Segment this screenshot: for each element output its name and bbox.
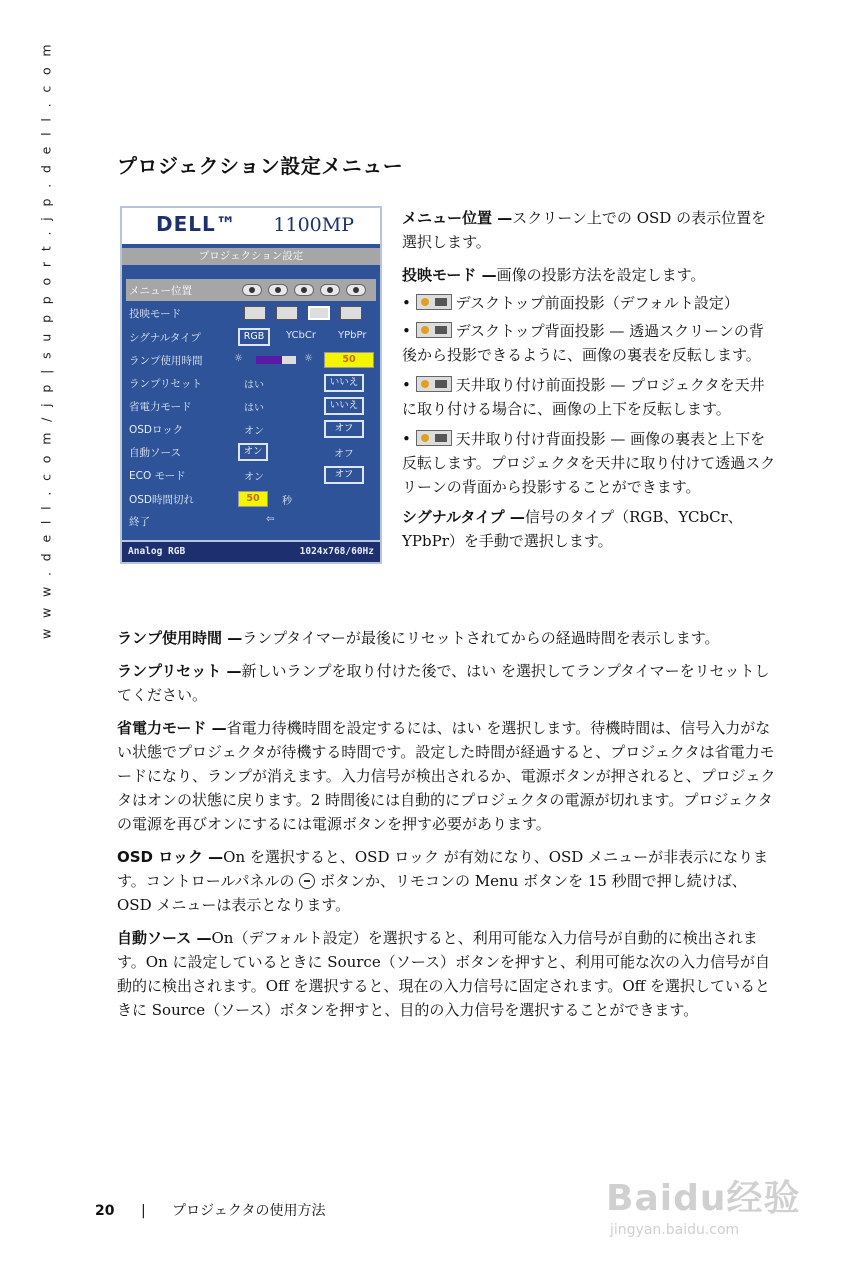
osd-label: ランプ使用時間 xyxy=(129,355,203,367)
ceiling-front-icon xyxy=(416,376,452,392)
osd-label: ECO モード xyxy=(129,470,186,482)
signal-ycbcr[interactable]: YCbCr xyxy=(286,330,316,341)
osd-row-power-save[interactable] xyxy=(126,395,376,417)
option-off[interactable]: オフ xyxy=(334,449,354,460)
term: 投映モード — xyxy=(402,266,497,284)
page-number: 20 xyxy=(95,1203,115,1219)
position-option-icon[interactable] xyxy=(346,284,366,296)
watermark xyxy=(606,1170,806,1250)
auto-source-desc xyxy=(117,926,777,1022)
term: ランプリセット — xyxy=(117,662,242,680)
body-text xyxy=(117,626,777,1031)
osd-row-signal-type[interactable] xyxy=(126,326,376,348)
osd-label: 省電力モード xyxy=(129,401,192,413)
bullet-rear: • デスクトップ背面投影 — 透過スクリーンの背後から投影できるように、画像の裏表を反転します。 xyxy=(402,322,764,364)
power-save-desc xyxy=(117,716,777,836)
dell-logo: DELL™ xyxy=(156,212,237,236)
page-title: プロジェクション設定メニュー xyxy=(117,154,404,178)
position-option-icon[interactable] xyxy=(242,284,262,296)
signal-ypbpr[interactable]: YPbPr xyxy=(338,330,367,341)
bullet-text: デスクトップ前面投影（デフォルト設定） xyxy=(455,294,739,312)
sidebar-url-text: w w w . d e l l . c o m / j p | s u p p o r t . j p . d e l l . c o m xyxy=(38,41,54,639)
osd-label: 投映モード xyxy=(129,308,182,320)
sun-icon: ☼ xyxy=(304,353,313,364)
desc: スクリーン上での OSD の表示位置を選択します。 xyxy=(402,209,767,251)
resolution: 1024x768/60Hz xyxy=(299,546,374,557)
option-yes[interactable]: はい xyxy=(244,380,264,391)
projector-rear-icon[interactable] xyxy=(276,306,298,320)
lamp-hours-desc xyxy=(117,626,777,650)
menu-position-desc xyxy=(402,206,778,254)
term: 省電力モード — xyxy=(117,719,227,737)
lamp-bar-fill xyxy=(256,356,282,364)
desc: 画像の投影方法を設定します。 xyxy=(496,266,706,284)
osd-row-lamp-reset[interactable] xyxy=(126,372,376,394)
desc: 信号のタイプ（RGB、YCbCr、YPbPr）を手動で選択します。 xyxy=(402,508,743,550)
option-yes[interactable]: はい xyxy=(244,403,264,414)
projector-ceiling-front-icon[interactable] xyxy=(308,306,330,320)
desktop-rear-icon xyxy=(416,322,452,338)
desc: ボタンか、リモコンの Menu ボタンを 15 秒間で押し続けば、OSD メニューは表示となります。 xyxy=(117,872,747,914)
osd-row-projection-mode[interactable] xyxy=(126,302,376,324)
option-on[interactable]: オン xyxy=(244,426,264,437)
osd-label: メニュー位置 xyxy=(129,285,192,297)
option-on[interactable]: オン xyxy=(238,443,268,461)
seconds-label: 秒 xyxy=(282,496,292,507)
signal-type-desc xyxy=(402,505,778,553)
position-option-icon[interactable] xyxy=(294,284,314,296)
osd-row-lamp-hours xyxy=(126,349,376,371)
projection-mode-desc xyxy=(402,263,778,287)
osd-label: OSD時間切れ xyxy=(129,494,195,506)
osd-row-auto-source[interactable] xyxy=(126,441,376,463)
ceiling-rear-icon xyxy=(416,430,452,446)
osd-timeout-value[interactable]: 50 xyxy=(238,491,268,507)
osd-model: 1100MP xyxy=(273,214,354,236)
input-source: Analog RGB xyxy=(128,546,186,557)
option-no[interactable]: いいえ xyxy=(324,397,364,415)
osd-row-menu-position[interactable] xyxy=(126,279,376,301)
bullet-text: デスクトップ背面投影 — 透過スクリーンの背後から投影できるように、画像の裏表を反転します。 xyxy=(402,322,764,364)
option-no[interactable]: いいえ xyxy=(324,374,364,392)
lamp-reset-desc xyxy=(117,659,777,707)
osd-label: シグナルタイプ xyxy=(129,332,201,344)
bullet-text: 天井取り付け前面投影 — プロジェクタを天井に取り付ける場合に、画像の上下を反転します。 xyxy=(402,376,765,418)
osd-row-osd-timeout[interactable] xyxy=(126,488,376,510)
bullet-ceiling-front: • 天井取り付け前面投影 — プロジェクタを天井に取り付ける場合に、画像の上下を反転します。 xyxy=(402,376,765,418)
projector-front-icon[interactable] xyxy=(244,306,266,320)
position-option-icon[interactable] xyxy=(320,284,340,296)
term: OSD ロック — xyxy=(117,848,224,866)
term: シグナルタイプ — xyxy=(402,508,525,526)
osd-label: ランプリセット xyxy=(129,378,202,390)
watermark-brand: Baidu经验 xyxy=(606,1178,801,1219)
term: 自動ソース — xyxy=(117,929,212,947)
option-on[interactable]: オン xyxy=(244,472,264,483)
page-footer xyxy=(95,1200,326,1220)
sun-icon: ☼ xyxy=(234,353,243,364)
osd-status-bar xyxy=(122,540,380,562)
projector-ceiling-rear-icon[interactable] xyxy=(340,306,362,320)
lamp-bar xyxy=(256,356,296,364)
osd-header xyxy=(122,208,380,244)
desc: On を選択すると、OSD ロック が有効になり、OSD メニューが非表示になります。コントロールパネルの xyxy=(117,848,769,890)
osd-row-eco-mode[interactable] xyxy=(126,464,376,486)
osd-row-exit[interactable] xyxy=(126,510,376,532)
desc: 新しいランプを取り付けた後で、はい を選択してランプタイマーをリセットしてください。 xyxy=(117,662,770,704)
right-column xyxy=(402,206,778,562)
watermark-url: jingyan.baidu.com xyxy=(610,1222,740,1238)
menu-button-icon xyxy=(299,873,315,889)
osd-label: 終了 xyxy=(129,516,150,528)
option-off[interactable]: オフ xyxy=(324,420,364,438)
osd-label: OSDロック xyxy=(129,424,184,436)
desc: On（デフォルト設定）を選択すると、利用可能な入力信号が自動的に検出されます。On に設定しているときに Source（ソース）ボタンを押すと、利用可能な次の入力信号が自動的に検出されます。Off を選択すると、現在の入力信号に固定されます。Off を選択しているときに Source（ソース）ボタンを押すと、目的の入力信号を選択することができます。 xyxy=(117,929,771,1019)
osd-row-osd-lock[interactable] xyxy=(126,418,376,440)
desc: 省電力待機時間を設定するには、はい を選択します。待機時間は、信号入力がない状態でプロジェクタが待機する時間です。設定した時間が経過すると、プロジェクタは省電力モードになり、ランプが消えます。入力信号が検出されるか、電源ボタンが押されると、プロジェクタはオンの状態に戻ります。2 時間後には自動的にプロジェクタの電源が切れます。プロジェクタの電源を再びオンにするには電源ボタンを押す必要があります。 xyxy=(117,719,776,833)
term: ランプ使用時間 — xyxy=(117,629,243,647)
term: メニュー位置 — xyxy=(402,209,513,227)
option-off[interactable]: オフ xyxy=(324,466,364,484)
position-option-icon[interactable] xyxy=(268,284,288,296)
bullet-front: • デスクトップ前面投影（デフォルト設定） xyxy=(402,294,739,312)
sidebar-url xyxy=(34,41,58,639)
osd-label: 自動ソース xyxy=(129,447,181,459)
footer-separator: | xyxy=(140,1203,146,1219)
signal-rgb[interactable]: RGB xyxy=(238,328,270,346)
osd-screenshot xyxy=(120,206,382,564)
osd-lock-desc xyxy=(117,845,777,917)
exit-arrow-icon[interactable]: ⇦ xyxy=(266,514,275,525)
lamp-hours-value: 50 xyxy=(324,352,374,368)
chapter-title: プロジェクタの使用方法 xyxy=(172,1203,326,1219)
desc: ランプタイマーが最後にリセットされてからの経過時間を表示します。 xyxy=(242,629,720,647)
osd-title: プロジェクション設定 xyxy=(122,248,380,265)
desktop-front-icon xyxy=(416,294,452,310)
bullet-ceiling-rear: • 天井取り付け背面投影 — 画像の裏表と上下を反転します。プロジェクタを天井に取り付けて透過スクリーンの背面から投影することができます。 xyxy=(402,430,776,496)
bullet-text: 天井取り付け背面投影 — 画像の裏表と上下を反転します。プロジェクタを天井に取り付けて透過スクリーンの背面から投影することができます。 xyxy=(402,430,776,496)
